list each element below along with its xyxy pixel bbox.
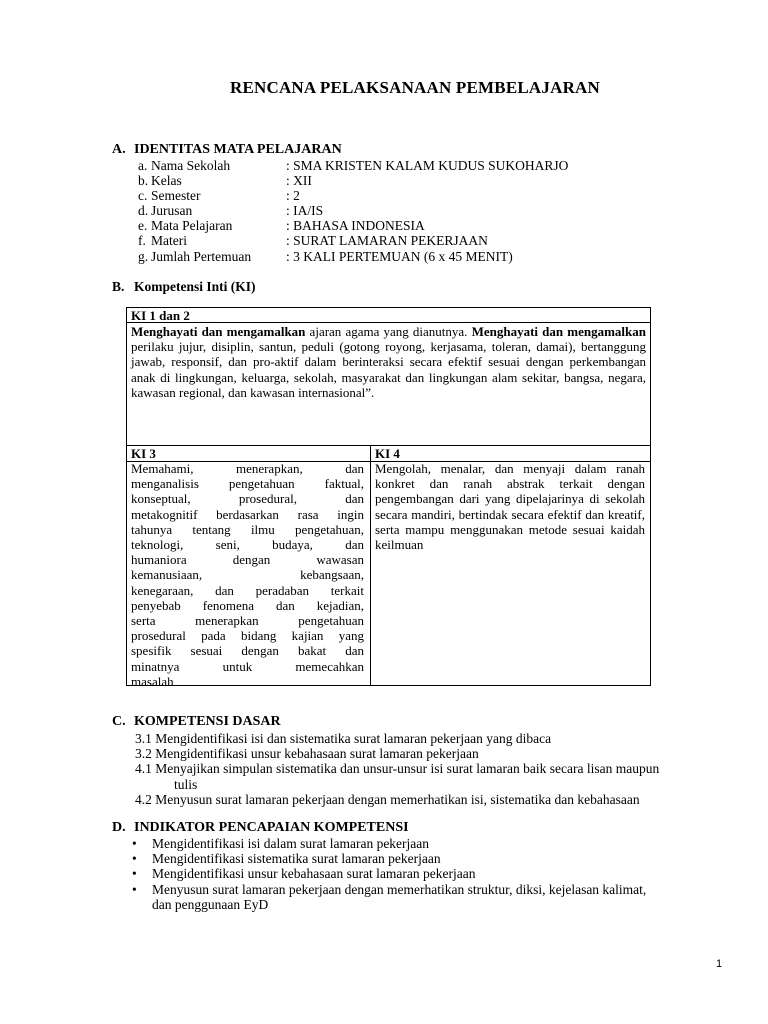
section-b-title: Kompetensi Inti (KI) (134, 279, 256, 294)
bullet-icon: • (132, 836, 137, 851)
page-title: RENCANA PELAKSANAAN PEMBELAJARAN (229, 78, 601, 97)
section-d-title: INDIKATOR PENCAPAIAN KOMPETENSI (134, 820, 409, 835)
list-item (130, 851, 646, 866)
identity-value: : 2 (286, 188, 300, 204)
list-item-continuation (130, 897, 646, 912)
ki34-header-row (127, 445, 650, 462)
identity-row (138, 158, 568, 173)
identity-value: : 3 KALI PERTEMUAN (6 x 45 MENIT) (286, 248, 513, 264)
list-item-text: Mengidentifikasi isi dalam surat lamaran pekerjaan (152, 836, 430, 851)
list-item-text: Mengidentifikasi unsur kebahasaan surat lamaran pekerjaan (152, 866, 476, 882)
identity-label: Semester (151, 188, 201, 204)
list-item: 4.1 Menyajikan simpulan sistematika dan unsur-unsur isi surat lamaran baik secara lisan maupun (135, 761, 660, 777)
identity-letter: e. (138, 218, 148, 234)
identity-letter: a. (138, 158, 148, 173)
bullet-icon: • (132, 866, 137, 882)
identity-letter: b. (138, 173, 149, 189)
identity-letter: c. (138, 188, 148, 204)
list-item: 4.2 Menyusun surat lamaran pekerjaan dengan memerhatikan isi, sistematika dan kebahasaan (135, 791, 640, 807)
section-d-letter: D. (112, 820, 126, 835)
ki12-bold-2: Menghayati dan mengamalkan (471, 324, 646, 339)
identity-row (138, 203, 568, 218)
list-item (130, 882, 646, 897)
ki3-line: humaniora dengan wawasan (131, 552, 364, 568)
ki12-body (131, 324, 646, 400)
list-item: 3.1 Mengidentifikasi isi dan sistematika surat lamaran pekerjaan yang dibaca (135, 731, 552, 746)
column-divider (370, 445, 371, 686)
page-number: 1 (716, 958, 723, 970)
identity-letter: d. (138, 203, 149, 219)
list-item-text: Mengidentifikasi sistematika surat lamaran pekerjaan (152, 851, 441, 867)
list-item-text: Menyusun surat lamaran pekerjaan dengan memerhatikan struktur, diksi, kejelasan kalimat, (152, 881, 647, 897)
section-d-heading (112, 820, 409, 836)
ki3-line: konseptual, prosedural, dan (131, 491, 364, 507)
indikator-list (130, 836, 646, 912)
ki3-line: kemanusiaan, kebangsaan, (131, 567, 364, 583)
section-c-letter: C. (112, 714, 126, 729)
section-b-letter: B. (112, 279, 125, 294)
identity-value: : IA/IS (286, 203, 324, 219)
list-item-continuation: tulis (174, 776, 198, 792)
ki3-line: menganalisis pengetahuan faktual, (131, 476, 364, 492)
ki3-line: prosedural pada bidang kajian yang (131, 628, 364, 644)
ki3-line: teknologi, seni, budaya, dan (131, 537, 364, 553)
ki3-line: Memahami, menerapkan, dan (131, 461, 364, 476)
list-item-text: dan penggunaan EyD (152, 896, 269, 912)
identity-letter: g. (138, 248, 149, 264)
ki3-line: minatnya untuk memecahkan (131, 658, 364, 674)
ki3-line: kenegaraan, dan peradaban terkait (131, 582, 364, 598)
ki4-body: Mengolah, menalar, dan menyaji dalam ranah konkret dan ranah abstrak terkait dengan pengembangan dari yang dipelajarinya di sekolah secara mandiri, bertindak secara efektif dan kreatif, serta mampu menggunakan metode sesuai kaidah keilmuan (375, 461, 645, 553)
ki3-line: serta menerapkan pengetahuan (131, 613, 364, 629)
identity-label: Kelas (151, 173, 182, 189)
identity-row (138, 188, 568, 203)
identity-label: Mata Pelajaran (151, 218, 233, 234)
identity-value: : SURAT LAMARAN PEKERJAAN (286, 233, 488, 249)
ki-table (126, 307, 651, 689)
identity-row (138, 233, 568, 248)
section-c-title: KOMPETENSI DASAR (134, 714, 281, 729)
ki3-line: metakognitif berdasarkan rasa ingin (131, 506, 364, 522)
ki3-header: KI 3 (131, 446, 156, 461)
section-a-heading (112, 142, 342, 158)
ki3-line: tahunya tentang ilmu pengetahuan, (131, 521, 364, 537)
identity-value: : SMA KRISTEN KALAM KUDUS SUKOHARJO (286, 158, 569, 173)
list-item: 3.2 Mengidentifikasi unsur kebahasaan surat lamaran pekerjaan (135, 746, 479, 762)
kompetensi-dasar-list (135, 731, 659, 807)
list-item (130, 866, 646, 881)
bullet-icon: • (132, 881, 137, 897)
section-b-heading (112, 279, 256, 295)
section-a-letter: A. (112, 142, 126, 157)
identity-label: Nama Sekolah (151, 158, 231, 173)
section-a-title: IDENTITAS MATA PELAJARAN (134, 142, 342, 157)
identity-label: Materi (151, 233, 187, 249)
bullet-icon: • (132, 851, 137, 867)
identity-value: : BAHASA INDONESIA (286, 218, 425, 234)
ki12-header: KI 1 dan 2 (127, 308, 650, 323)
identity-list (138, 158, 568, 264)
ki3-line: masalah (131, 673, 174, 689)
ki12-text-1: ajaran agama yang dianutnya. (305, 324, 472, 339)
list-item (130, 836, 646, 851)
identity-row (138, 173, 568, 188)
section-c-heading (112, 714, 281, 730)
identity-row (138, 218, 568, 233)
ki3-line: penyebab fenomena dan kejadian, (131, 597, 364, 613)
ki12-bold-1: Menghayati dan mengamalkan (131, 324, 306, 339)
identity-label: Jurusan (151, 203, 193, 219)
identity-value: : XII (286, 173, 312, 189)
identity-label: Jumlah Pertemuan (151, 248, 252, 264)
ki3-body (131, 461, 364, 689)
identity-row (138, 249, 568, 264)
ki3-line: spesifik sesuai dengan bakat dan (131, 643, 364, 659)
ki12-text-2: perilaku jujur, disiplin, santun, peduli (gotong royong, kerjasama, toleran, damai), bertanggung jawab, responsif, dan pro-aktif dalam berinteraksi secara efektif sesuai dengan perkembangan anak di lingkungan, keluarga, sekolah, masyarakat dan lingkungan alam sekitar, bangsa, negara, kawasan regional, dan kawasan internasional”. (131, 339, 646, 400)
identity-letter: f. (138, 233, 146, 249)
ki4-header: KI 4 (375, 446, 400, 461)
